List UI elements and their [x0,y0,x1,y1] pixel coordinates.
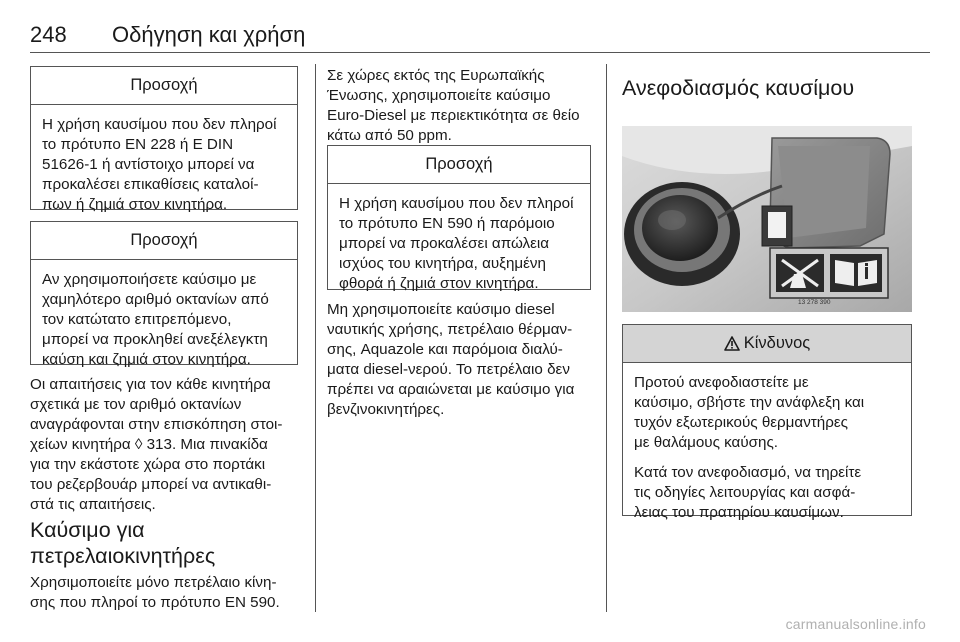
text-line: αναγράφονται στην επισκόπηση στοι- [30,416,283,433]
text-line: σχετικά με τον αριθμό οκτανίων [30,396,242,413]
danger-title: Κίνδυνος [743,334,811,352]
caution-box-low-octane [30,221,298,368]
text-line: χαμηλότερο αριθμό οκτανίων από [42,291,269,308]
text-line: Χρησιμοποιείτε μόνο πετρέλαιο κίνη- [30,574,277,591]
text-line: Μη χρησιμοποιείτε καύσιμο diesel [327,301,555,318]
page-number: 248 [30,22,67,47]
caution-title: Προσοχή [31,222,297,260]
fuel-filler-flap-image [622,126,912,312]
text-line: μπορεί να προκαλέσει απώλεια [339,235,550,252]
text-line: Προτού ανεφοδιαστείτε με [634,374,809,391]
text-line: ναυτικής χρήσης, πετρέλαιο θέρμαν- [327,321,573,338]
text-line: Κατά τον ανεφοδιασμό, να τηρείτε [634,464,862,481]
text-line: καύση και ζημιά στον κινητήρα. [42,351,251,368]
header-rule [30,52,930,53]
caution-text [31,260,297,380]
caution-text [328,184,590,304]
text-line: Ένωσης, χρησιμοποιείτε καύσιμο [327,87,551,104]
text-line: καύσιμο, σβήστε την ανάφλεξη και [634,394,865,411]
text-line: ματα diesel-νερού. Το πετρέλαιο δεν [327,361,570,378]
danger-box-refuelling [622,324,912,521]
section-heading-diesel-fuel [30,517,315,569]
text-line: μπορεί να προκληθεί ανεξέλεγκτη [42,331,268,348]
text-line: κάτω από 50 ppm. [327,127,452,144]
text-line: Σε χώρες εκτός της Ευρωπαϊκής [327,67,545,84]
text-line: λειας του πρατηρίου καυσίμων. [634,504,844,521]
danger-paragraph-2 [634,463,901,523]
text-line: Η χρήση καυσίμου που δεν πληροί [42,116,277,133]
caution-box-diesel-standard [327,145,591,290]
column-divider-2 [606,64,607,612]
text-line: Οι απαιτήσεις για τον κάθε κινητήρα [30,376,271,393]
text-line: ισχύος του κινητήρα, αυξημένη [339,255,546,272]
danger-header [623,325,911,363]
heading-line: πετρελαιοκινητήρες [30,544,216,568]
watermark: carmanualsonline.info [785,616,926,632]
text-line: του ρεζερβουάρ μπορεί να αντικαθι- [30,476,272,493]
text-line: τις οδηγίες λειτουργίας και ασφά- [634,484,856,501]
text-line: το πρότυπο EN 590 ή παρόμοιο [339,215,555,232]
danger-paragraph-1 [634,373,901,453]
danger-text [623,363,911,533]
warning-triangle-icon [724,336,740,351]
text-line: στά τις απαιτήσεις. [30,496,156,513]
heading-line: Καύσιμο για [30,518,145,542]
column-divider-1 [315,64,316,612]
diesel-standard-paragraph [30,573,315,613]
text-line: χείων κινητήρα ◊ 313. Μια πινακίδα [30,436,268,453]
text-line: Η χρήση καυσίμου που δεν πληροί [339,195,574,212]
caution-text [31,105,297,225]
section-heading-refuelling: Ανεφοδιασμός καυσίμου [622,76,855,100]
text-line: με θαλάμους καύσης. [634,434,779,451]
image-reference-code: 13 278 390 [798,299,831,306]
text-line: φθορά ή ζημιά στον κινητήρα. [339,275,539,292]
text-line: σης, Aquazole και παρόμοια διαλύ- [327,341,563,358]
chapter-title: Οδήγηση και χρήση [112,22,306,47]
text-line: τυχόν εξωτερικούς θερμαντήρες [634,414,848,431]
text-line: το πρότυπο EN 228 ή E DIN [42,136,234,153]
caution-title: Προσοχή [328,146,590,184]
text-line: σης που πληροί το πρότυπο EN 590. [30,594,280,611]
text-line: 51626-1 ή αντίστοιχο μπορεί να [42,156,255,173]
text-line: πων ή ζημιά στον κινητήρα. [42,196,228,213]
marine-diesel-paragraph [327,300,605,420]
caution-box-octane-standard [30,66,298,213]
text-line: τον κατώτατο επιτρεπόμενο, [42,311,232,328]
text-line: Euro-Diesel με περιεκτικότητα σε θείο [327,107,580,124]
octane-requirements-paragraph [30,375,315,515]
text-line: πρέπει να αραιώνεται με καύσιμο για [327,381,575,398]
caution-title: Προσοχή [31,67,297,105]
text-line: Αν χρησιμοποιήσετε καύσιμο με [42,271,257,288]
euro-diesel-paragraph [327,66,605,146]
text-line: προκαλέσει επικαθίσεις καταλοί- [42,176,259,193]
text-line: για την εκάστοτε χώρα στο πορτάκι [30,456,266,473]
text-line: βενζινοκινητήρες. [327,401,445,418]
